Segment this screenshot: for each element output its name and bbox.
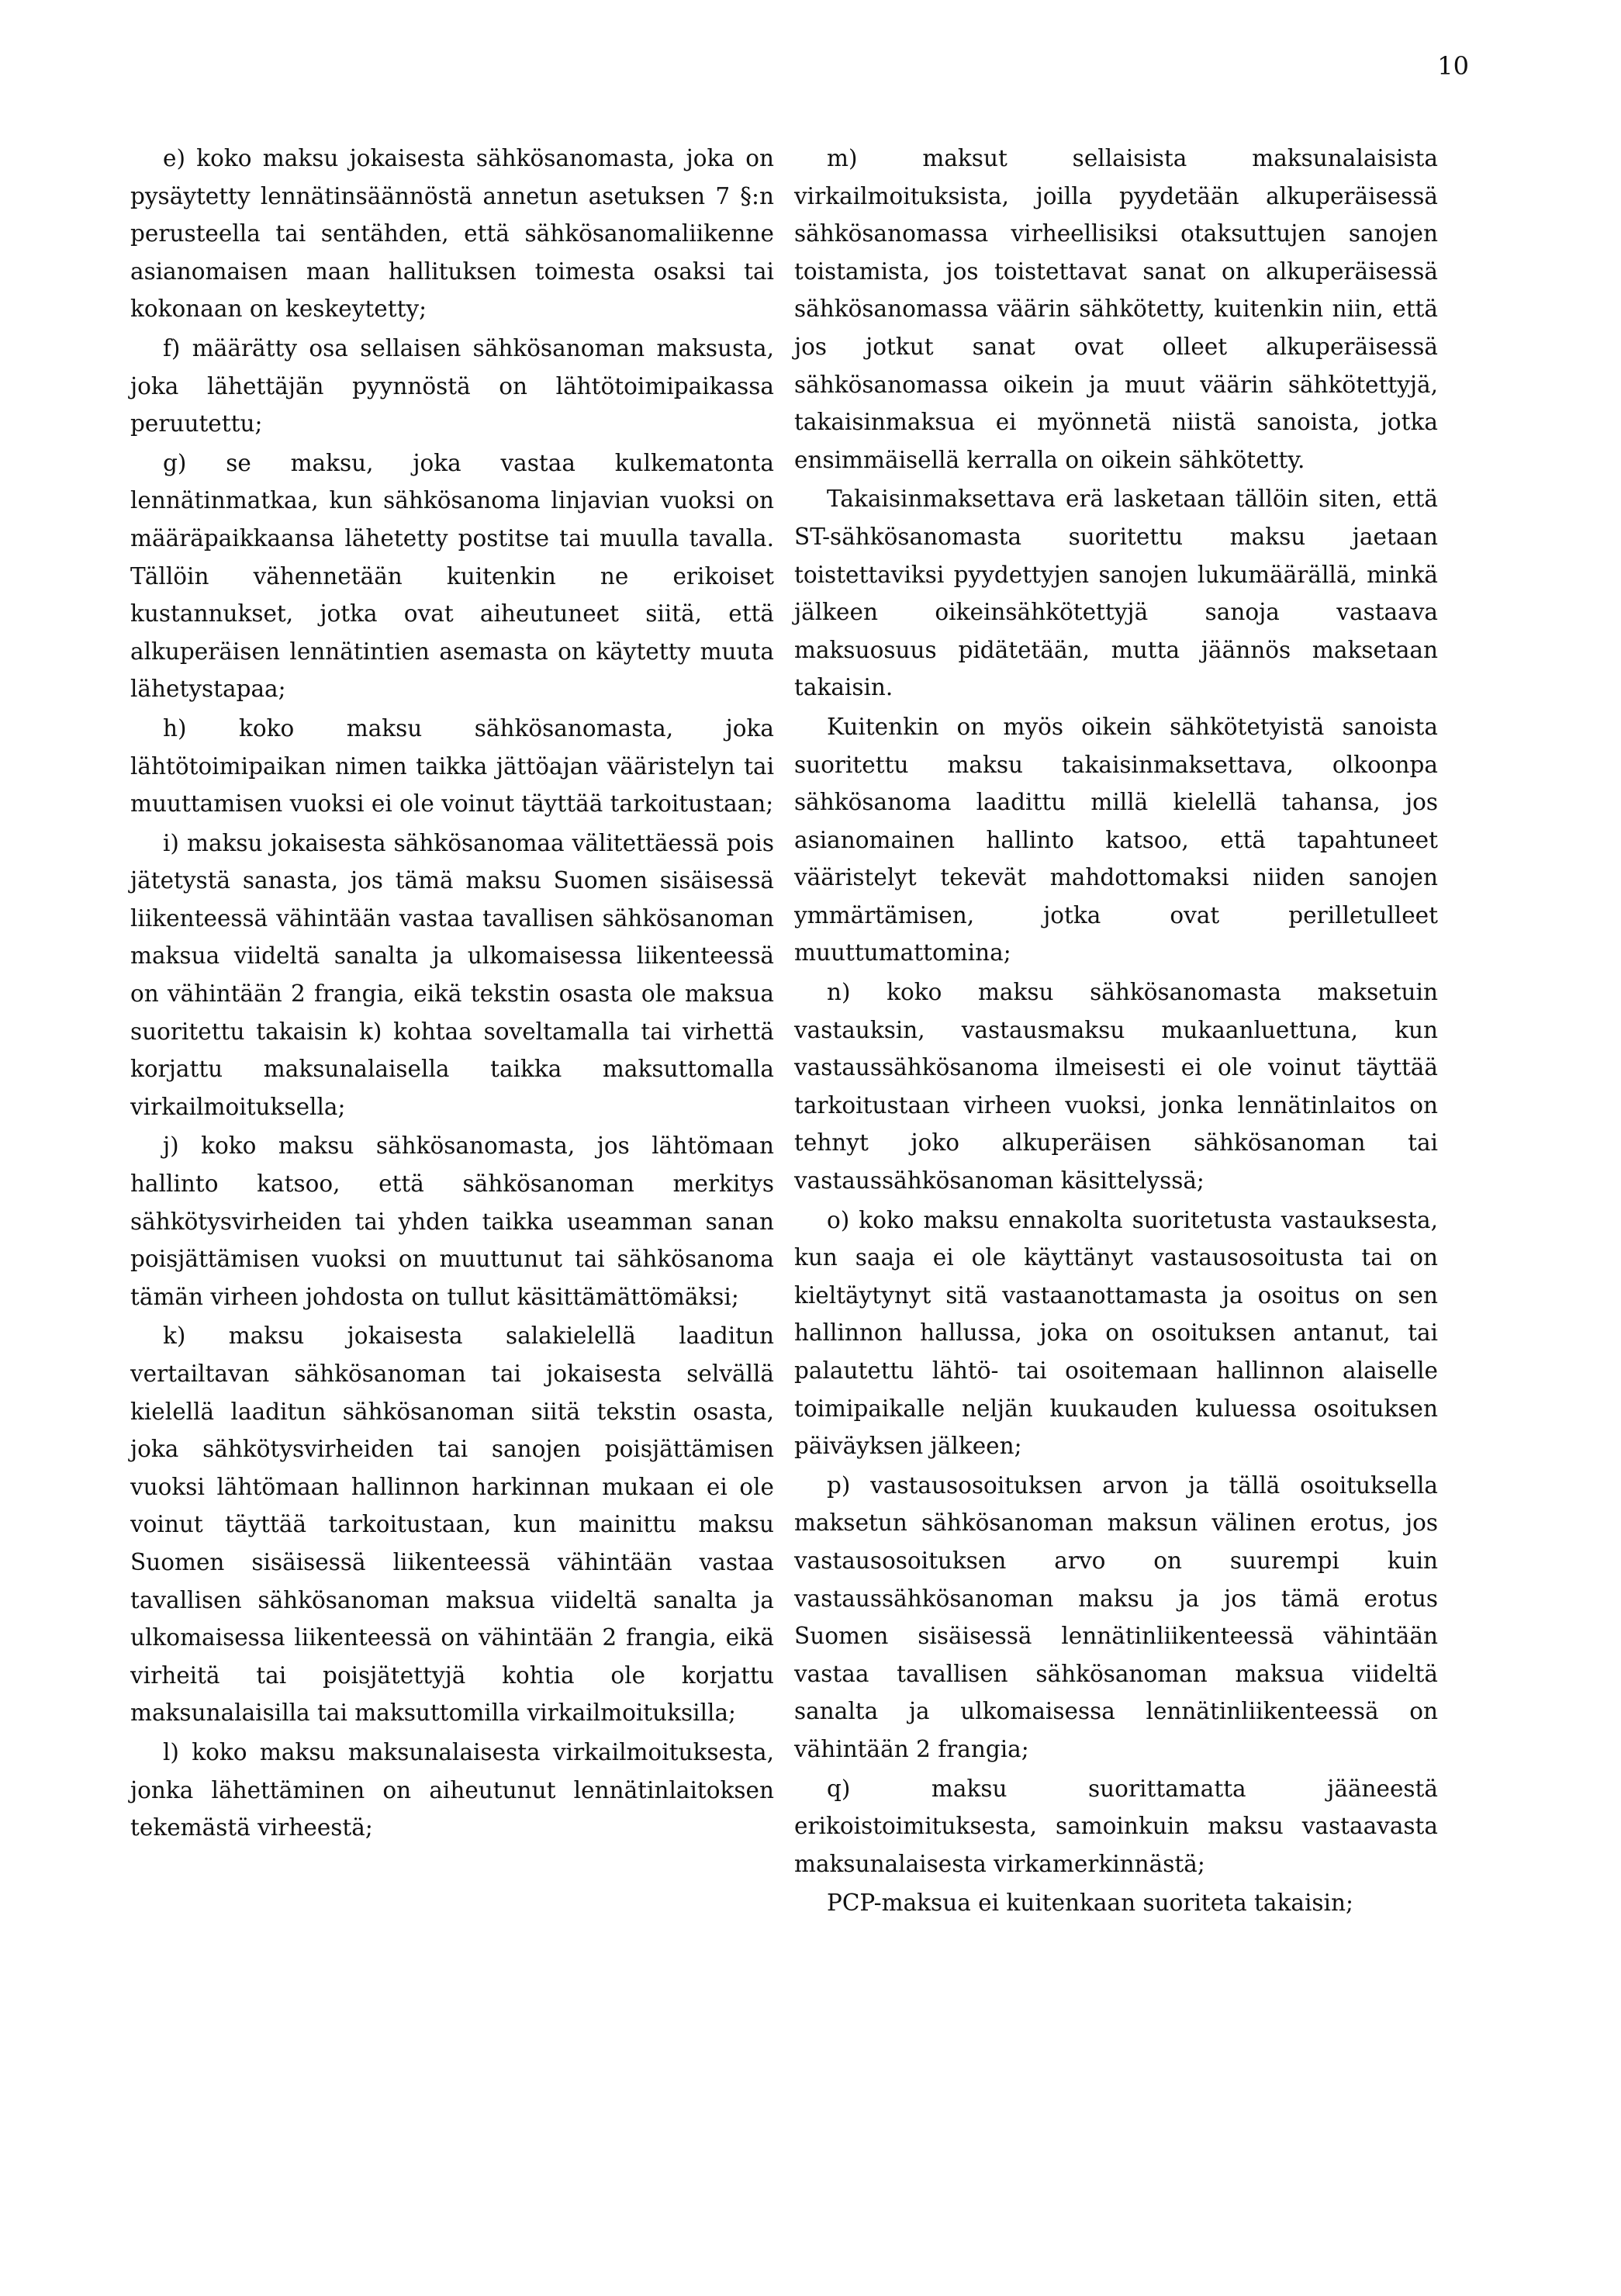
paragraph-h: h) koko maksu sähkösanomasta, joka lähtötoimipaikan nimen taikka jättöajan vääristelyn tai muuttamisen vuoksi ei ole voinut täyttää tarkoitustaan; — [130, 714, 774, 818]
paragraph-o: o) koko maksu ennakolta suoritetusta vastauksesta, kun saaja ei ole käyttänyt vastausosoitusta tai on kieltäytynyt sitä vastaanottamasta ja osoitus on sen hallinnon hallussa, joka on osoituksen antanut, tai palautettu lähtö- tai osoitemaan hallinnon alaiselle toimipaikalle neljän kuukauden kuluessa osoituksen päiväyksen jälkeen; — [794, 1206, 1438, 1460]
paragraph-m-calculation: Takaisinmaksettava erä lasketaan tällöin siten, että ST-sähkösanomasta suoritettu maksu jaetaan toistettaviksi pyydettyjen sanojen lukumäärällä, minkä jälkeen oikeinsähkötettyjä sanoja vastaava maksuosuus pidätetään, mutta jäännös maksetaan takaisin. — [794, 486, 1438, 701]
paragraph-m: m) maksut sellaisista maksunalaisista virkailmoituksista, joilla pyydetään alkuperäisessä sähkösanomassa virheellisiksi otaksuttujen sanojen toistamista, jos toistettavat sanat on alkuperäisessä sähkösanomassa väärin sähkötetty, kuitenkin niin, että jos jotkut sanat ovat olleet alkuperäisessä sähkösanomassa oikein ja muut väärin sähkötettyjä, takaisinmaksua ei myönnetä niistä sanoista, jotka ensimmäisellä kerralla on oikein sähkötetty. — [794, 145, 1438, 473]
paragraph-j: j) koko maksu sähkösanomasta, jos lähtömaan hallinto katsoo, että sähkösanoman merkitys sähkötysvirheiden tai yhden taikka useamman sanan poisjättämisen vuoksi on muuttunut tai sähkösanoma tämän virheen johdosta on tullut käsittämättömäksi; — [130, 1132, 774, 1310]
paragraph-m-exception: Kuitenkin on myös oikein sähkötetyistä sanoista suoritettu maksu takaisinmaksettava, olkoonpa sähkösanoma laadittu millä kielellä tahansa, jos asianomainen hallinto katsoo, että tapahtuneet vääristelyt tekevät mahdottomaksi niiden sanojen ymmärtämisen, jotka ovat perilletulleet muuttumattomina; — [794, 713, 1438, 966]
left-column — [130, 140, 774, 1848]
paragraph-g: g) se maksu, joka vastaa kulkematonta lennätinmatkaa, kun sähkösanoma linjavian vuoksi on määräpaikkaansa lähetetty postitse tai muulla tavalla. Tällöin vähennetään kuitenkin ne erikoiset kustannukset, jotka ovat aiheutuneet siitä, että alkuperäisen lennätintien asemasta on käytetty muuta lähetystapaa; — [130, 449, 774, 703]
paragraph-f: f) määrätty osa sellaisen sähkösanoman maksusta, joka lähettäjän pyynnöstä on lähtötoimipaikassa peruutettu; — [130, 334, 774, 437]
paragraph-q: q) maksu suorittamatta jääneestä erikoistoimituksesta, samoinkuin maksu vastaavasta maksunalaisesta virkamerkinnästä; — [794, 1775, 1438, 1877]
paragraph-e: e) koko maksu jokaisesta sähkösanomasta, joka on pysäytetty lennätinsäännöstä annetun asetuksen 7 §:n perusteella tai sentähden, että sähkösanomaliikenne asianomaisen maan hallituksen toimesta osaksi tai kokonaan on keskeytetty; — [130, 145, 774, 323]
paragraph-pcp: PCP-maksua ei kuitenkaan suoriteta takaisin; — [827, 1890, 1353, 1917]
paragraph-k: k) maksu jokaisesta salakielellä laaditun vertailtavan sähkösanoman tai jokaisesta selvällä kielellä laaditun sähkösanoman siitä tekstin osasta, joka sähkötysvirheiden tai sanojen poisjättämisen vuoksi lähtömaan hallinnon harkinnan mukaan ei ole voinut täyttää tarkoitustaan, kun mainittu maksu Suomen sisäisessä liikenteessä vähintään vastaa tavallisen sähkösanoman maksua viideltä sanalta ja ulkomaisessa liikenteessä on vähintään 2 frangia, eikä virheitä tai poisjätettyjä kohtia ole korjattu maksunalaisilla tai maksuttomilla virkailmoituksilla; — [130, 1323, 774, 1727]
paragraph-l: l) koko maksu maksunalaisesta virkailmoituksesta, jonka lähettäminen on aiheutunut lennätinlaitoksen tekemästä virheestä; — [130, 1738, 774, 1841]
right-column — [794, 140, 1438, 1924]
page-number: 10 — [1437, 51, 1469, 81]
paragraph-p: p) vastausosoituksen arvon ja tällä osoituksella maksetun sähkösanoman maksun välinen erotus, jos vastausosoituksen arvo on suurempi kuin vastaussähkösanoman maksu ja jos tämä erotus Suomen sisäisessä lennätinliikenteessä vähintään vastaa tavallisen sähkösanoman maksua viideltä sanalta ja ulkomaisessa lennätinliikenteessä on vähintään 2 frangia; — [794, 1471, 1438, 1762]
paragraph-i: i) maksu jokaisesta sähkösanomaa välitettäessä pois jätetystä sanasta, jos tämä maksu Suomen sisäisessä liikenteessä vähintään vastaa tavallisen sähkösanoman maksua viideltä sanalta ja ulkomaisessa liikenteessä on vähintään 2 frangia, eikä tekstin osasta ole maksua suoritettu takaisin k) kohtaa soveltamalla tai virhettä korjattu maksunalaisella taikka maksuttomalla virkailmoituksella; — [130, 829, 774, 1120]
paragraph-n: n) koko maksu sähkösanomasta maksetuin vastauksin, vastausmaksu mukaanluettuna, kun vastaussähkösanoma ilmeisesti ei ole voinut täyttää tarkoitustaan virheen vuoksi, jonka lennätinlaitos on tehnyt joko alkuperäisen sähkösanoman tai vastaussähkösanoman käsittelyssä; — [794, 979, 1438, 1195]
